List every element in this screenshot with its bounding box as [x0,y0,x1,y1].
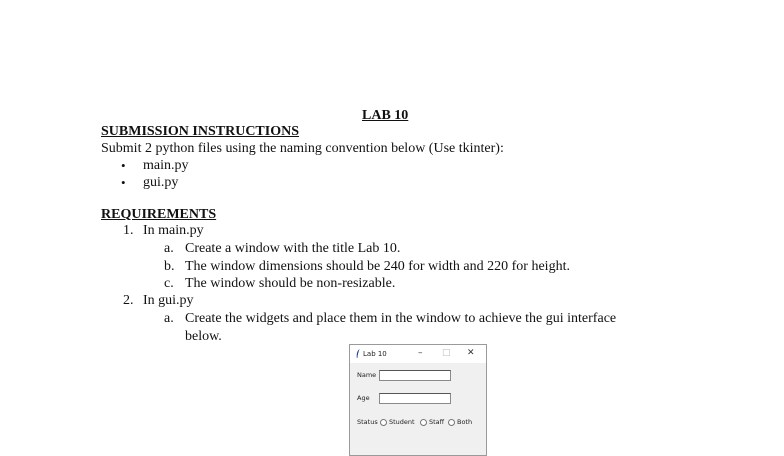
sub-letter: c. [164,276,174,291]
requirement-number: 2. [123,293,134,308]
sub-letter: a. [164,241,174,256]
age-entry[interactable] [379,393,451,404]
name-label: Name [357,371,377,379]
sub-text: The window dimensions should be 240 for width and 220 for height. [185,259,570,274]
document-title: LAB 10 [362,108,409,123]
submission-heading: SUBMISSION INSTRUCTIONS [101,124,300,139]
sub-text: Create the widgets and place them in the window to achieve the gui interface [185,311,617,326]
name-entry[interactable] [379,370,451,381]
both-radio[interactable] [448,419,455,426]
window-title: Lab 10 [363,350,387,358]
both-radio-label: Both [457,418,473,426]
sub-letter: b. [164,259,175,274]
file-item-gui: gui.py [143,175,179,190]
requirement-number: 1. [123,223,134,238]
sub-letter: a. [164,311,174,326]
sub-text: The window should be non-resizable. [185,276,396,291]
status-label: Status [357,418,378,426]
feather-icon [356,349,360,358]
sub-text: Create a window with the title Lab 10. [185,241,401,256]
age-label: Age [357,394,370,402]
sub-text-continued: below. [185,329,222,344]
staff-radio-label: Staff [429,418,445,426]
student-radio-label: Student [389,418,415,426]
student-radio[interactable] [380,419,387,426]
requirements-heading: REQUIREMENTS [101,207,217,222]
bullet-marker: • [121,158,126,173]
submission-intro: Submit 2 python files using the naming convention below (Use tkinter): [101,141,504,156]
staff-radio[interactable] [420,419,427,426]
bullet-marker: • [121,175,126,190]
file-item-main: main.py [143,158,189,173]
maximize-icon[interactable]: □ [442,348,451,358]
minimize-icon[interactable]: – [418,348,423,358]
requirement-label: In gui.py [143,293,194,308]
close-icon[interactable]: ✕ [467,348,475,358]
window-titlebar [350,345,486,363]
requirement-label: In main.py [143,223,204,238]
gui-preview-window [349,344,487,456]
